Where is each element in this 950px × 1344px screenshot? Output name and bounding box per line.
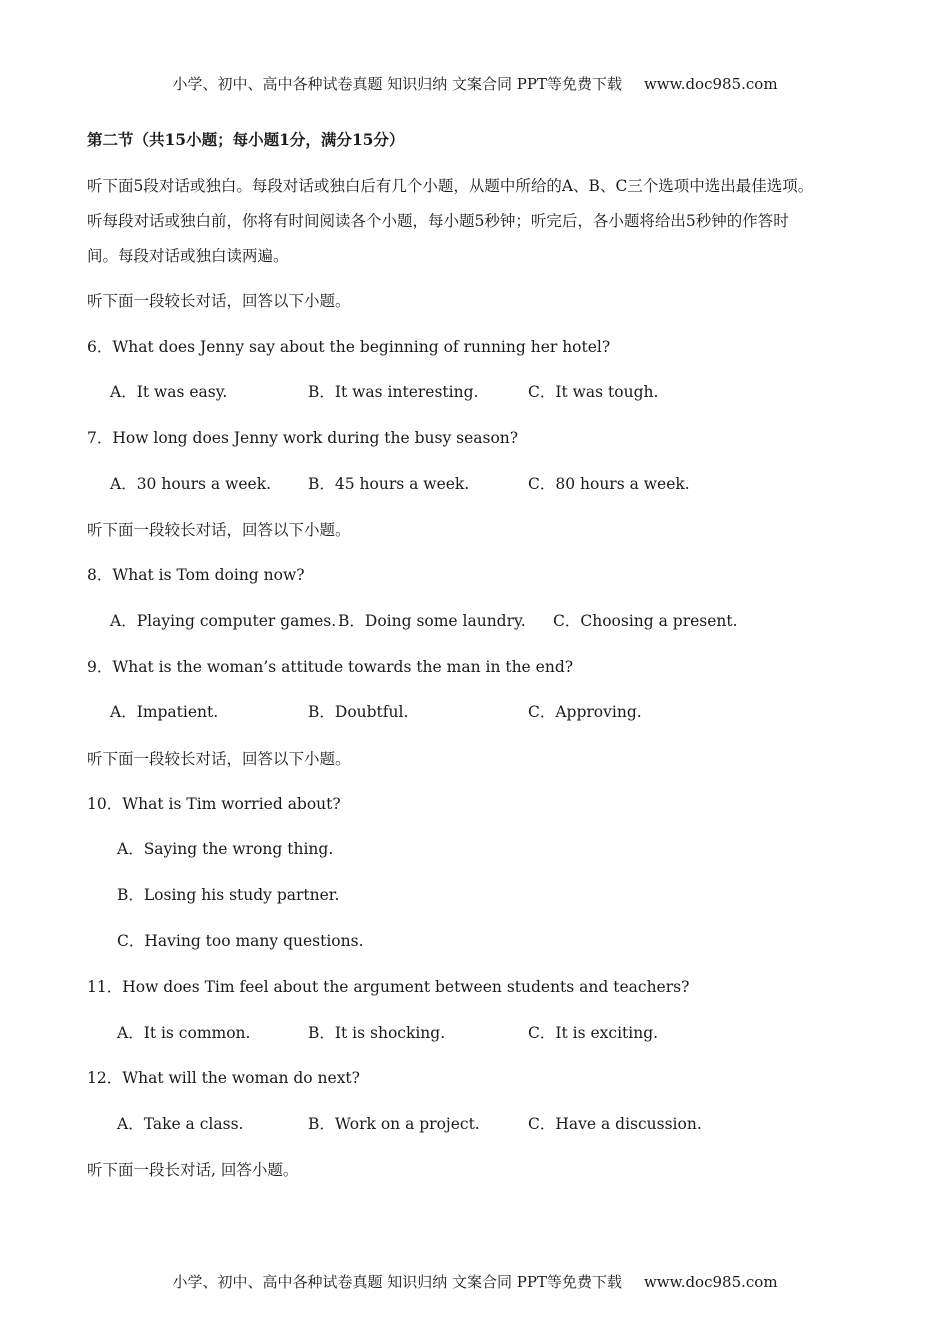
question-6: 6．What does Jenny say about the beginning of running her hotel?	[87, 338, 611, 356]
q6-option-a[interactable]: A．It was easy.	[110, 383, 228, 401]
instruction-line: 听每段对话或独白前，你将有时间阅读各个小题，每小题5秒钟；听完后，各小题将给出5秒钟的作答时	[87, 212, 789, 230]
q8-option-c[interactable]: C．Choosing a present.	[553, 612, 738, 630]
q10-option-b[interactable]: B．Losing his study partner.	[117, 886, 340, 904]
q8-option-b[interactable]: B．Doing some laundry.	[338, 612, 526, 630]
q7-option-c[interactable]: C．80 hours a week.	[528, 475, 690, 493]
question-8: 8．What is Tom doing now?	[87, 566, 305, 584]
instruction-line: 听下面5段对话或独白。每段对话或独白后有几个小题，从题中所给的A、B、C三个选项中选出最佳选项。	[87, 177, 814, 195]
question-12: 12．What will the woman do next?	[87, 1069, 360, 1087]
header-text: 小学、初中、高中各种试卷真题 知识归纳 文案合同 PPT等免费下载	[172, 75, 622, 93]
dialogue-prompt: 听下面一段较长对话，回答以下小题。	[87, 292, 351, 310]
page-footer	[0, 1271, 950, 1292]
q9-option-c[interactable]: C．Approving.	[528, 703, 642, 721]
q11-option-b[interactable]: B．It is shocking.	[308, 1024, 446, 1042]
page-header	[0, 73, 950, 94]
question-7: 7．How long does Jenny work during the busy season?	[87, 429, 519, 447]
header-url[interactable]: www.doc985.com	[643, 75, 778, 93]
question-10: 10．What is Tim worried about?	[87, 795, 341, 813]
q6-option-c[interactable]: C．It was tough.	[528, 383, 659, 401]
q9-option-a[interactable]: A．Impatient.	[110, 703, 219, 721]
q7-option-b[interactable]: B．45 hours a week.	[308, 475, 470, 493]
question-11: 11．How does Tim feel about the argument between students and teachers?	[87, 978, 690, 996]
instruction-line: 间。每段对话或独白读两遍。	[87, 247, 289, 265]
q11-option-a[interactable]: A．It is common.	[117, 1024, 251, 1042]
section-title: 第二节（共15小题；每小题1分，满分15分）	[87, 130, 405, 149]
q10-option-c[interactable]: C．Having too many questions.	[117, 932, 364, 950]
q12-option-a[interactable]: A．Take a class.	[117, 1115, 244, 1133]
q12-option-b[interactable]: B．Work on a project.	[308, 1115, 480, 1133]
footer-text: 小学、初中、高中各种试卷真题 知识归纳 文案合同 PPT等免费下载	[172, 1273, 622, 1291]
question-9: 9．What is the woman’s attitude towards the man in the end?	[87, 658, 574, 676]
q9-option-b[interactable]: B．Doubtful.	[308, 703, 409, 721]
q6-option-b[interactable]: B．It was interesting.	[308, 383, 479, 401]
q10-option-a[interactable]: A．Saying the wrong thing.	[117, 840, 334, 858]
q8-option-a[interactable]: A．Playing computer games.	[110, 612, 337, 630]
q7-option-a[interactable]: A．30 hours a week.	[110, 475, 272, 493]
q12-option-c[interactable]: C．Have a discussion.	[528, 1115, 702, 1133]
footer-url[interactable]: www.doc985.com	[643, 1273, 778, 1291]
dialogue-prompt: 听下面一段较长对话，回答以下小题。	[87, 521, 351, 539]
q11-option-c[interactable]: C．It is exciting.	[528, 1024, 659, 1042]
dialogue-prompt: 听下面一段较长对话，回答以下小题。	[87, 750, 351, 768]
dialogue-prompt: 听下面一段长对话, 回答小题。	[87, 1161, 299, 1179]
